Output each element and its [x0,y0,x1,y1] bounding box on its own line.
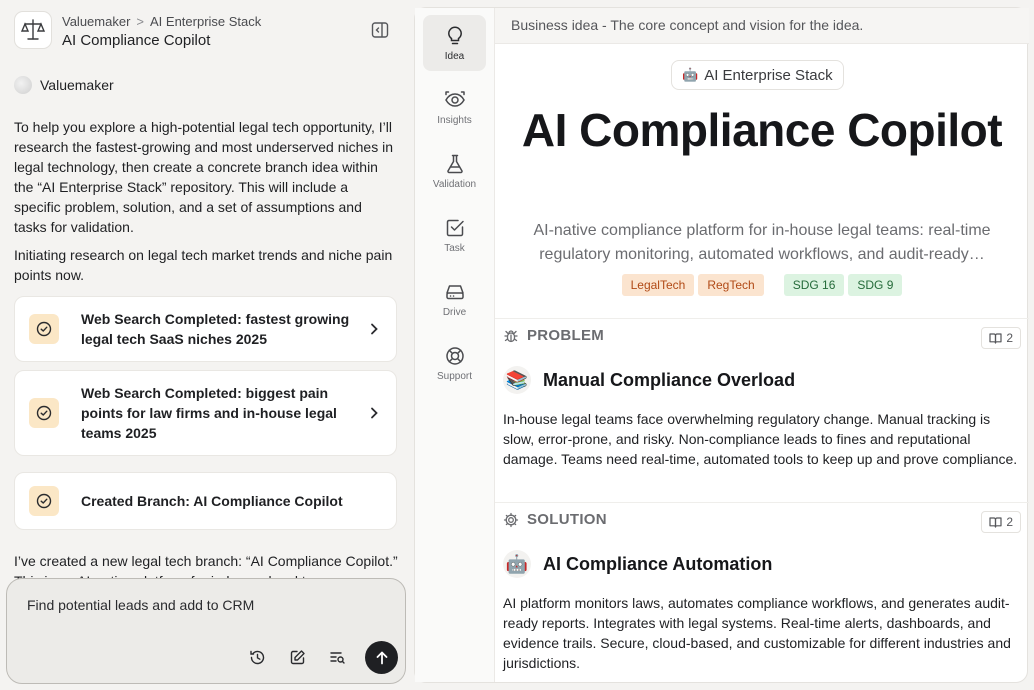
action-card-branch[interactable] [14,472,397,530]
scales-logo-icon [14,11,52,49]
assistant-message: I’ve created a new legal tech branch: “AI Compliance Copilot.” [14,553,398,569]
action-card-web-search[interactable] [14,296,397,362]
breadcrumb-repo[interactable]: AI Enterprise Stack [150,14,262,29]
book-icon [989,516,1002,528]
rail-label: Drive [442,306,467,318]
message-input[interactable]: Find potential leads and add to CRM [27,597,255,613]
bug-icon [503,328,519,344]
edit-icon[interactable] [286,646,308,668]
drive-icon [444,281,466,303]
arrow-up-icon [374,650,390,666]
tag-sdg-16[interactable]: SDG 16 [784,274,845,296]
rail-label: Validation [432,178,477,190]
solution-title: AI Compliance Automation [543,553,773,574]
problem-section-header [495,318,1029,352]
idea-subtitle: AI-native compliance platform for in-house legal teams: real-time regulatory monitoring, automated workflows, and audit-ready… [533,222,991,263]
chevron-right-icon [368,407,380,419]
eye-icon [444,89,466,111]
tag-regtech[interactable]: RegTech [698,274,763,296]
problem-title: Manual Compliance Overload [543,369,796,390]
assistant-message: Initiating research on legal tech market trends and niche pain points now. [14,247,393,283]
chat-header [14,10,398,52]
rail-label: Support [436,370,473,382]
sources-count-button[interactable] [981,511,1021,533]
sources-count-button[interactable] [981,327,1021,349]
problem-text: In-house legal teams face overwhelming regulatory change. Manual tracking is slow, error-prone, and risky. Non-compliance leads to fines and reputational damage. Teams need real-time, automated tools to keep up and prove compliance. [503,411,1018,467]
send-button[interactable] [365,641,398,674]
page-title: AI Compliance Copilot [62,32,211,49]
check-circle-icon [29,398,59,428]
rail-item-idea[interactable] [423,15,486,71]
repo-name: AI Enterprise Stack [704,66,833,84]
gear-icon [503,512,519,528]
collapse-sidebar-icon[interactable] [370,20,390,40]
sources-count: 2 [1006,515,1013,529]
robot-icon: 🤖 [682,67,699,82]
solution-text: AI platform monitors laws, automates compliance workflows, and generates audit-ready reports. Integrates with legal systems. Real-time alerts, dashboards, and evidence trails. Secure, cloud-based, and customizable for different industries and jurisdictions. [503,595,1011,671]
lightbulb-icon [444,25,466,47]
rail-item-validation[interactable] [423,143,486,199]
rail-label: Task [444,242,465,254]
tag-legaltech[interactable]: LegalTech [622,274,695,296]
problem-heading [503,366,795,394]
breadcrumb-root[interactable]: Valuemaker [62,14,131,29]
rail-label: Idea [444,50,465,62]
rail-label: Insights [437,114,472,126]
action-card-label: Web Search Completed: biggest pain points for law firms and in-house legal teams 2025 [81,385,337,441]
chat-panel [0,0,412,690]
nav-rail [415,8,495,682]
books-icon: 📚 [503,366,531,394]
idea-content [495,8,1029,682]
solution-heading [503,550,772,578]
chevron-right-icon [368,323,380,335]
breadcrumb [62,14,261,29]
agent-avatar [14,76,32,94]
rail-item-drive[interactable] [423,271,486,327]
sources-count: 2 [1006,331,1013,345]
section-label: SOLUTION [527,511,607,528]
lifebuoy-icon [444,345,466,367]
action-card-web-search[interactable] [14,370,397,456]
idea-title: AI Compliance Copilot [521,104,1003,156]
solution-section-header [495,502,1029,536]
history-icon[interactable] [246,646,268,668]
flask-icon [444,153,466,175]
repo-pill[interactable] [671,60,844,90]
agent-identity [14,76,114,94]
assistant-message: To help you explore a high-potential legal tech opportunity, I’ll research the fastest-growing and most underserved niches in legal technology, then create a concrete branch idea within the “AI Enterprise Stack” repository. This will include a specific problem, solution, and a set of assumptions and tasks for validation. [14,119,393,235]
section-label: PROBLEM [527,327,605,344]
action-card-label: Created Branch: AI Compliance Copilot [81,493,343,509]
breadcrumb-separator: > [136,14,144,29]
tag-list [495,274,1029,296]
idea-panel [414,7,1028,683]
check-circle-icon [29,486,59,516]
rail-item-support[interactable] [423,335,486,391]
rail-item-insights[interactable] [423,79,486,135]
robot-icon: 🤖 [503,550,531,578]
rail-item-task[interactable] [423,207,486,263]
check-circle-icon [29,314,59,344]
checkbox-icon [444,217,466,239]
agent-name: Valuemaker [40,77,114,93]
idea-topbar [495,8,1029,44]
action-card-label: Web Search Completed: fastest growing legal tech SaaS niches 2025 [81,311,350,347]
idea-description: Business idea - The core concept and vision for the idea. [511,17,864,33]
book-icon [989,332,1002,344]
search-list-icon[interactable] [326,646,348,668]
tag-sdg-9[interactable]: SDG 9 [848,274,902,296]
message-composer [6,578,406,684]
